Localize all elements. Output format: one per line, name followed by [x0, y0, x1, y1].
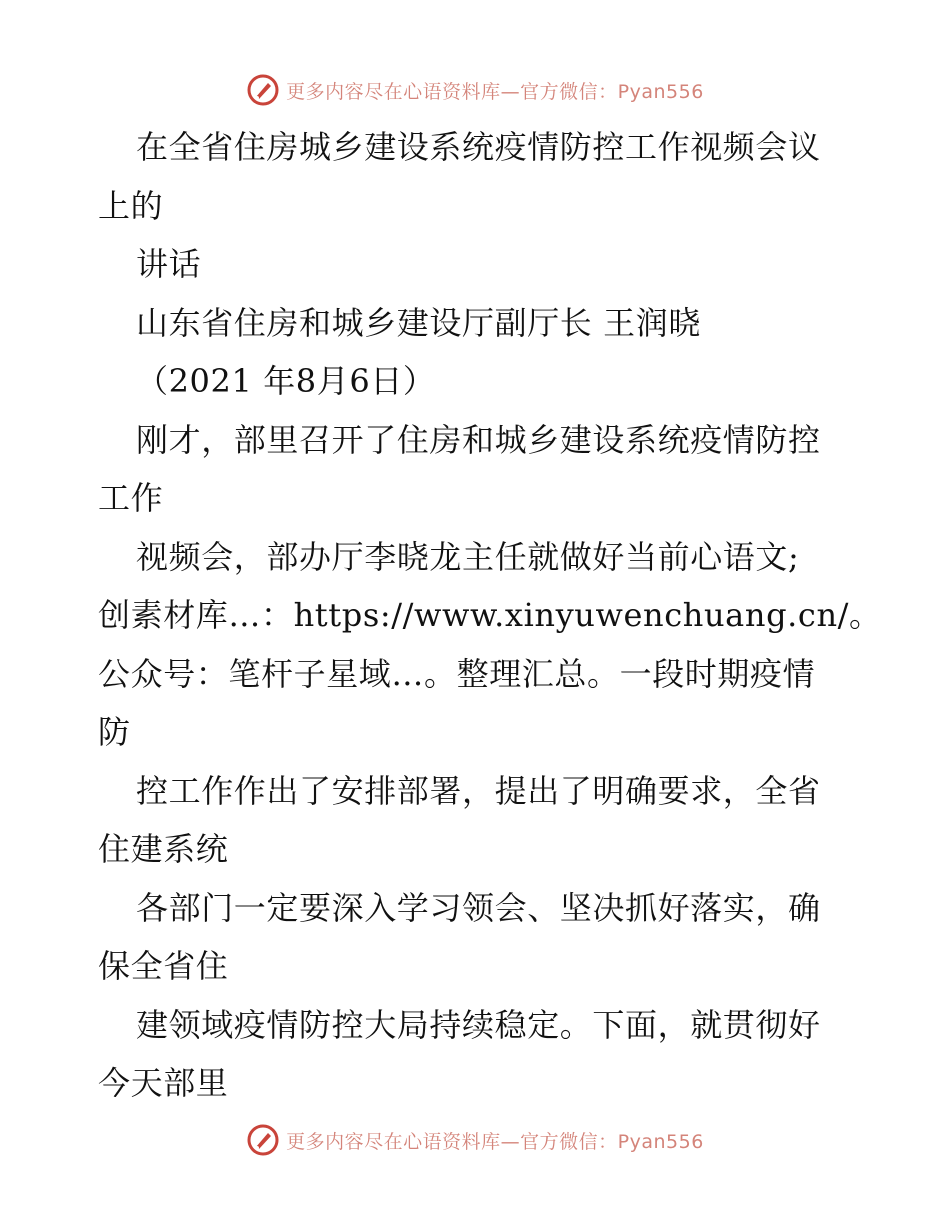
paragraph-line: 公众号：笔杆子星域…。整理汇总。一段时期疫情 [98, 654, 816, 693]
header-watermark [0, 70, 950, 110]
paragraph-line: 刚才，部里召开了住房和城乡建设系统疫情防控 [136, 420, 821, 459]
paragraph-line: 防 [98, 713, 131, 751]
paragraph-line: 控工作作出了安排部署，提出了明确要求，全省 [136, 771, 821, 810]
watermark-text: 更多内容尽在心语资料库—官方微信：Pyan556 [286, 1130, 704, 1153]
date-line: （2021 年8月6日） [136, 362, 436, 400]
title-line-1: 在全省住房城乡建设系统疫情防控工作视频会议 [136, 128, 821, 166]
paragraph-line: 创素材库…：https://www.xinyuwenchuang.cn/。 [98, 596, 882, 634]
pen-logo-icon [246, 1123, 280, 1157]
paragraph-line: 建领域疫情防控大局持续稳定。下面，就贯彻好 [136, 1005, 821, 1044]
pen-logo-icon [246, 73, 280, 107]
paragraph-line: 各部门一定要深入学习领会、坚决抓好落实，确 [136, 888, 821, 927]
paragraph-line: 今天部里 [98, 1064, 229, 1102]
title-line-2: 上的 [98, 186, 164, 225]
paragraph-line: 工作 [98, 479, 164, 517]
paragraph-line: 保全省住 [98, 947, 229, 985]
watermark-text: 更多内容尽在心语资料库—官方微信：Pyan556 [286, 80, 704, 103]
title-line-3: 讲话 [136, 245, 202, 283]
paragraph-line: 视频会，部办厅李晓龙主任就做好当前心语文; [136, 537, 800, 576]
speaker-line: 山东省住房和城乡建设厅副厅长 王润晓 [136, 303, 701, 342]
footer-watermark [0, 1120, 950, 1160]
paragraph-line: 住建系统 [98, 830, 229, 868]
document-body [98, 118, 882, 1113]
